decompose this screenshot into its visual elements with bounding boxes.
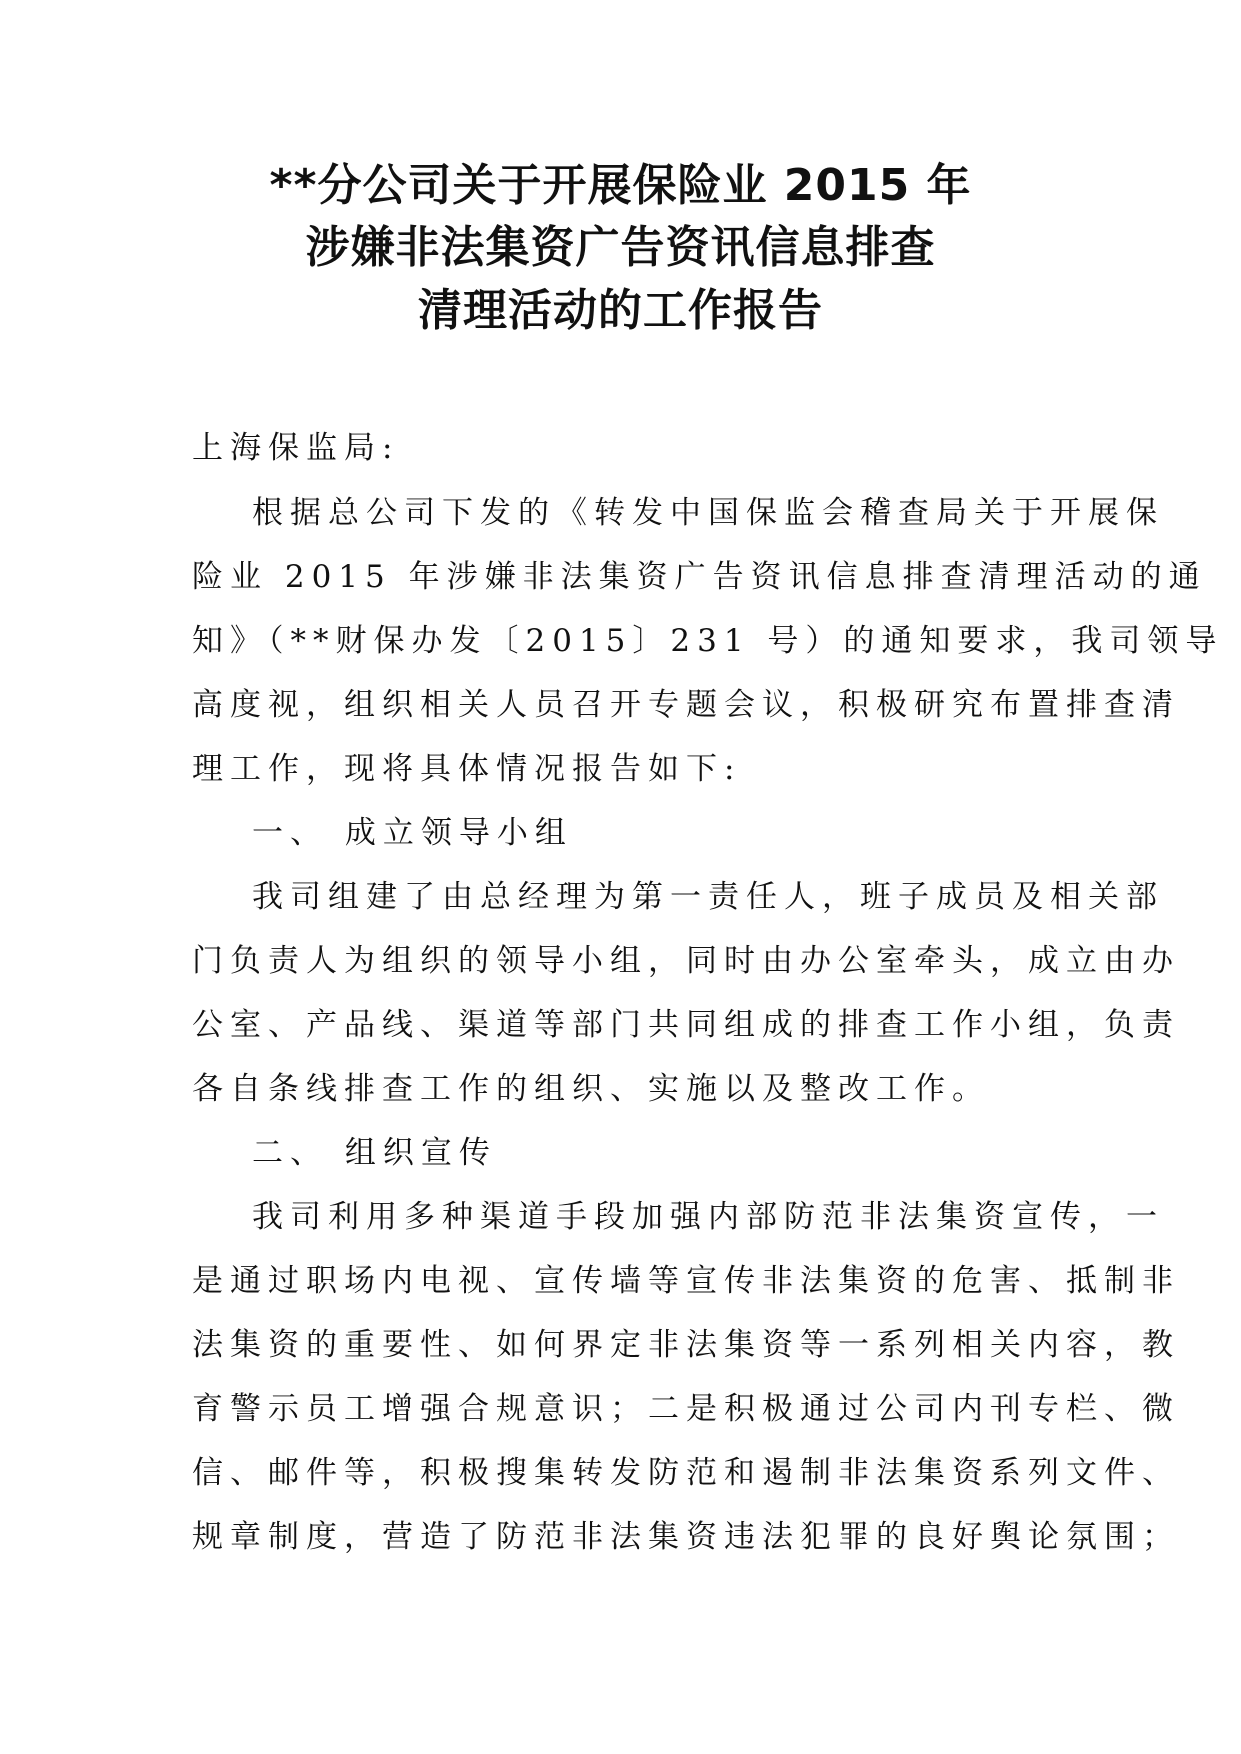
body-line: 育警示员工增强合规意识；二是积极通过公司内刊专栏、微 xyxy=(192,1391,1180,1427)
salutation: 上海保监局: xyxy=(192,430,400,466)
body-line: 公室、产品线、渠道等部门共同组成的排查工作小组，负责 xyxy=(192,1007,1180,1043)
section-heading-2: 二、 组织宣传 xyxy=(252,1135,497,1171)
body-line: 根据总公司下发的《转发中国保监会稽查局关于开展保 xyxy=(252,495,1164,531)
section-heading-1: 一、 成立领导小组 xyxy=(252,815,573,851)
title-line-1: **分公司关于开展保险业 2015 年 xyxy=(269,160,972,211)
body-line: 高度视，组织相关人员召开专题会议，积极研究布置排查清 xyxy=(192,687,1180,723)
title-line-2: 涉嫌非法集资广告资讯信息排查 xyxy=(305,222,936,273)
body-line: 我司组建了由总经理为第一责任人，班子成员及相关部 xyxy=(252,879,1164,915)
body-line: 险业 2015 年涉嫌非法集资广告资讯信息排查清理活动的通 xyxy=(192,559,1207,595)
body-line: 各自条线排查工作的组织、实施以及整改工作。 xyxy=(192,1071,990,1107)
body-line: 信、邮件等，积极搜集转发防范和遏制非法集资系列文件、 xyxy=(192,1455,1180,1491)
body-line: 规章制度，营造了防范非法集资违法犯罪的良好舆论氛围； xyxy=(192,1519,1180,1555)
body-line: 门负责人为组织的领导小组，同时由办公室牵头，成立由办 xyxy=(192,943,1180,979)
body-line: 是通过职场内电视、宣传墙等宣传非法集资的危害、抵制非 xyxy=(192,1263,1180,1299)
body-line: 我司利用多种渠道手段加强内部防范非法集资宣传，一 xyxy=(252,1199,1164,1235)
body-line: 法集资的重要性、如何界定非法集资等一系列相关内容，教 xyxy=(192,1327,1180,1363)
body-line: 理工作，现将具体情况报告如下: xyxy=(192,751,742,787)
title-line-3: 清理活动的工作报告 xyxy=(418,285,823,336)
body-line: 知》（**财保办发〔2015〕231 号）的通知要求，我司领导 xyxy=(192,623,1224,659)
